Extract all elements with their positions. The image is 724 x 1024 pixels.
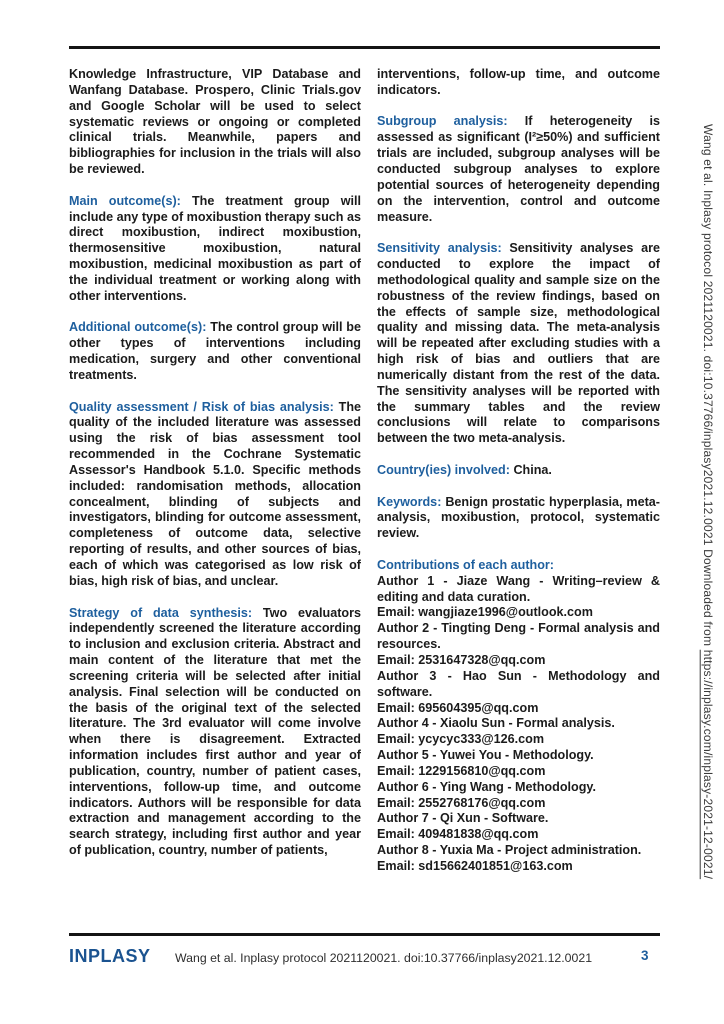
- content-columns: [69, 67, 660, 875]
- contribution-line: Author 1 - Jiaze Wang - Writing–review & editing and data curation.: [377, 573, 660, 604]
- sidebar-citation: [701, 124, 715, 879]
- contribution-line: Email: 695604395@qq.com: [377, 700, 539, 715]
- section-countries-involved: [377, 463, 660, 479]
- page-number: 3: [641, 948, 649, 963]
- paragraph-text: If heterogeneity is assessed as significant (I²≥50%) and sufficient trials are included, subgroup analyses will be conducted subgroup analyses to explore potential sources of heterogeneity depending on the intervention, control and outcome measure.: [377, 114, 660, 224]
- paragraph-text: The control group will be other types of interventions including medication, surgery and other conventional treatments.: [69, 320, 362, 382]
- paragraph-search-sources: [69, 67, 361, 178]
- contribution-line: Author 6 - Ying Wang - Methodology.: [377, 779, 596, 794]
- top-rule: [69, 46, 660, 49]
- paragraph-text: interventions, follow-up time, and outcome indicators.: [377, 67, 660, 97]
- section-heading: Keywords:: [377, 494, 442, 509]
- contribution-line: Author 2 - Tingting Deng - Formal analysis and resources.: [377, 621, 660, 652]
- inplasy-logo: INPLASY: [69, 946, 151, 966]
- section-keywords: [377, 495, 660, 543]
- contribution-line: Author 4 - Xiaolu Sun - Formal analysis.: [377, 716, 615, 731]
- section-contributions: [377, 558, 660, 875]
- contribution-line: Email: 2531647328@qq.com: [377, 652, 546, 667]
- contribution-line: Author 8 - Yuxia Ma - Project administration.: [377, 843, 642, 858]
- contribution-line: Email: sd15662401851@163.com: [377, 858, 573, 873]
- paragraph-text: The quality of the included literature was assessed using the risk of bias assessment tool recommended in the Cochrane Systematic Assessor's Handbook 5.1.0. Specific methods included: randomisation methods, allocation concealment, blinding of subjects and investigators, blinding for outcome assessment, completeness of outcome data, selective reporting of results, and other sources of bias, each of which was categorised as low risk of bias, high risk of bias, and unclear.: [69, 399, 362, 588]
- contribution-line: Email: 409481838@qq.com: [377, 827, 539, 842]
- left-column: [69, 67, 361, 875]
- section-strategy-data-synthesis: [69, 606, 361, 860]
- paragraph-text: Two evaluators independently screened the literature according to inclusion and exclusion criteria. Abstract and main content of the literature that met the screening criteria will be selected after initial analysis. Final selection will be conducted on the basis of the original text of the selected literature. The 3rd evaluator will come involve when there is disagreement. Extracted information includes first author and year of publication, country, number of patient cases, interventions, follow-up time, and outcome indicators. Authors will be responsible for data extraction and management according to the search strategy, including first author and year of publication, country, number of patients,: [69, 605, 362, 858]
- sidebar-citation-text: Wang et al. Inplasy protocol 2021120021. doi:10.37766/inplasy2021.12.0021 Downloaded from: [701, 124, 715, 650]
- section-quality-assessment: [69, 400, 361, 590]
- section-heading: Strategy of data synthesis:: [69, 605, 253, 620]
- contribution-line: Author 5 - Yuwei You - Methodology.: [377, 748, 594, 763]
- section-heading: Contributions of each author:: [377, 557, 555, 572]
- section-main-outcomes: [69, 194, 361, 305]
- paragraph-text: China.: [513, 462, 552, 477]
- paragraph-text: Benign prostatic hyperplasia, meta-analysis, moxibustion, protocol, systematic review.: [377, 494, 661, 541]
- paragraph-continuation: [377, 67, 660, 99]
- contribution-line: Email: wangjiaze1996@outlook.com: [377, 605, 593, 620]
- bottom-rule: [69, 933, 660, 936]
- sidebar-download-link[interactable]: https://inplasy.com/inplasy-2021-12-0021/: [701, 649, 715, 880]
- paragraph-text: Knowledge Infrastructure, VIP Database and Wanfang Database. Prospero, Clinic Trials.gov and Google Scholar will be used to select systematic reviews or ongoing or completed clinical trials. Meanwhile, papers and bibliographies for inclusion in the trials will also be reviewed.: [69, 67, 361, 177]
- section-subgroup-analysis: [377, 114, 660, 225]
- contribution-line: Author 7 - Qi Xun - Software.: [377, 811, 549, 826]
- section-sensitivity-analysis: [377, 241, 660, 447]
- footer-citation: Wang et al. Inplasy protocol 2021120021. doi:10.37766/inplasy2021.12.0021: [175, 951, 593, 965]
- right-column: [377, 67, 660, 875]
- section-heading: Main outcome(s):: [69, 193, 181, 208]
- contribution-line: Email: ycycyc333@126.com: [377, 732, 545, 747]
- contribution-line: Author 3 - Hao Sun - Methodology and software.: [377, 668, 660, 699]
- section-heading: Country(ies) involved:: [377, 462, 510, 477]
- section-heading: Subgroup analysis:: [377, 114, 508, 129]
- paragraph-text: The treatment group will include any type of moxibustion therapy such as direct moxibustion, indirect moxibustion, thermosensitive moxibustion, natural moxibustion, medicinal moxibustion as part of the individual treatment or working along with other interventions.: [69, 193, 362, 303]
- contribution-line: Email: 1229156810@qq.com: [377, 763, 546, 778]
- section-heading: Additional outcome(s):: [69, 320, 207, 335]
- section-heading: Sensitivity analysis:: [377, 241, 502, 256]
- section-heading: Quality assessment / Risk of bias analysis:: [69, 399, 334, 414]
- contribution-line: Email: 2552768176@qq.com: [377, 795, 546, 810]
- section-additional-outcomes: [69, 320, 361, 383]
- paragraph-text: Sensitivity analyses are conducted to explore the impact of methodological quality and sample size on the robustness of the review findings, based on the effects of sample size, methodological quality and missing data. The meta-analysis will be repeated after excluding studies with a high risk of bias and outliers that are numerically distant from the rest of the data. The sensitivity analyses will be reported with the summary tables and the review conclusions will relate to comparisons between the two meta-analysis.: [377, 241, 660, 446]
